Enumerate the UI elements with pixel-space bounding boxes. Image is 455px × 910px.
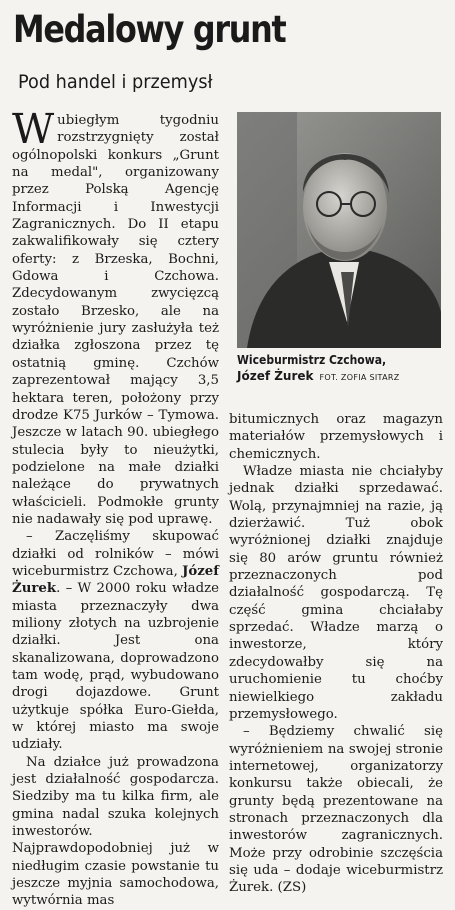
photo-credit: FOT. ZOFIA SITARZ (319, 373, 400, 382)
paragraph-6: – Będziemy chwalić się wyróżnieniem na swojej stronie internetowej, organizatorzy konkursu także obiecali, że grunty będą prezentowane na stronach przeznaczonych dla inwestorów zagranicznych. Może przy odrobinie szczęścia się uda – dodaje wiceburmistrz Żurek. (ZS) (229, 724, 443, 896)
article-title: Medalowy grunt (13, 8, 286, 51)
caption-title: Wiceburmistrz Czchowa, (237, 353, 387, 367)
article-subtitle: Pod handel i przemysł (18, 71, 213, 93)
paragraph-3: Na działce już prowadzona jest działalność gospodarcza. Siedziby ma tu kilka firm, ale gmina nadal szuka kolejnych inwestorów. Najprawdopodobniej już w niedługim czasie powstanie tu jeszcze myjnia samochodowa, wytwórnia mas (12, 754, 219, 909)
article-column-left (12, 105, 219, 910)
paragraph-1-text: ubiegłym tygodniu rozstrzygnięty został ogólnopolski konkurs „Grunt na medal", organizowany przez Polską Agencję Informacji i Inwestycji Zagranicznych. Do II etapu zakwalifikowały się cztery oferty: z Brzeska, Bochni, Gdowa i Czchowa. Zdecydowanym zwycięzcą zostało Brzesko, ale na wyróżnienie jury zasłużyła też działka zgłoszona przez tę ostatnią gminę. Czchów zaprezentował mający 3,5 hektara teren, położony przy drodze K75 Jurków – Tymowa. Jeszcze w latach 90. ubiegłego stulecia były to nieużytki, podzielone na małe działki należące do prywatnych właścicieli. Podmokłe grunty nie nadawały się pod uprawę. (12, 113, 219, 527)
paragraph-4: bitumicznych oraz magazyn materiałów przemysłowych i chemicznych. (229, 412, 443, 462)
paragraph-1 (12, 105, 219, 528)
paragraph-2-after: . – W 2000 roku władze miasta przeznaczyły dwa miliony złotych na uzbrojenie działki. Jest ona skanalizowana, doprowadzono tam wodę, prąd, wybudowano drogi dojazdowe. Grunt użytkuje spółka Euro-Giełda, w której miasto ma swoje udziały. (12, 581, 219, 753)
paragraph-2-before: – Zaczęliśmy skupować działki od rolników – mówi wiceburmistrz Czchowa, (12, 529, 219, 579)
caption-name: Józef Żurek (237, 369, 314, 383)
portrait-illustration (237, 112, 441, 348)
paragraph-5: Władze miasta nie chciałyby jednak działki sprzedawać. Wolą, przynajmniej na razie, ją dzierżawić. Tuż obok wyróżnionej działki znajduje się 80 arów gruntu również przeznaczonych pod działalność gospodarczą. Tę część gmina chciałaby sprzedać. Władze marzą o inwestorze, który zdecydowałby się na uruchomienie tu choćby niewielkiego zakładu przemysłowego. (229, 464, 443, 722)
portrait-photo (237, 112, 441, 348)
paragraph-2 (12, 528, 219, 753)
photo-caption (237, 352, 447, 386)
drop-cap: W (12, 105, 55, 153)
person-name: Józef Żurek (12, 563, 219, 597)
article-column-right (229, 411, 443, 897)
